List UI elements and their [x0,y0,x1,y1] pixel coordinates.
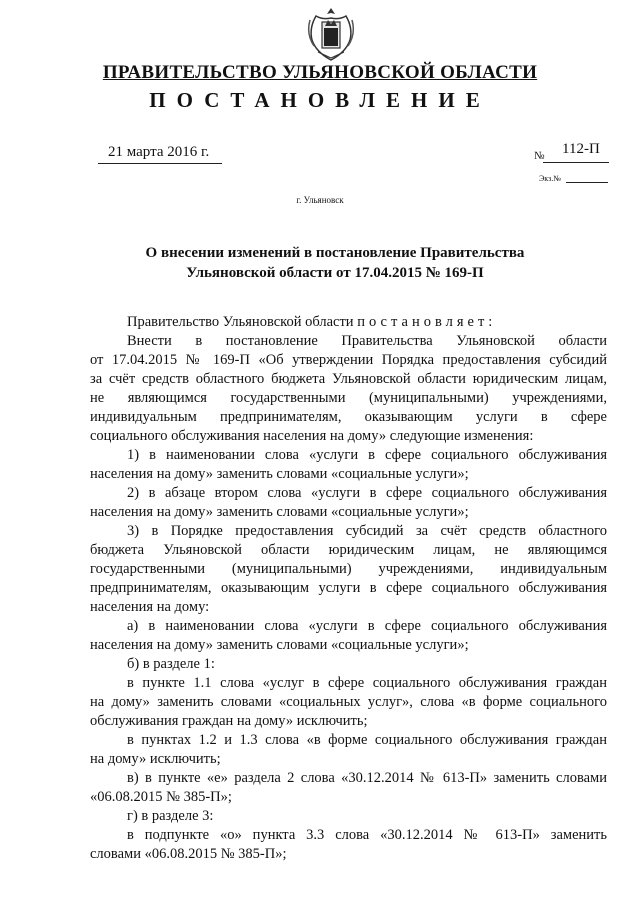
number-sign: № [534,150,545,162]
coat-of-arms-emblem [306,6,356,62]
body-line: от 17.04.2015 № 169-П «Об утверждении Порядка предоставления субсидий [90,352,607,368]
city-name: г. Ульяновск [296,195,344,205]
intro-text: Правительство Ульяновской области [127,314,358,330]
copy-number-label: Экз.№ [539,174,561,183]
body-line: 2) в абзаце втором слова «услуги в сфере социального обслуживания [127,485,607,501]
body-line: бюджета Ульяновской области юридическим лицам, не являющимся [90,542,607,558]
body-line: населения на дому: [90,599,210,615]
document-body [90,313,607,864]
number-underline [543,162,609,163]
copy-number-underline [566,182,608,183]
body-line: в подпункте «о» пункта 3.3 слова «30.12.2014 № 613-П» заменить [127,827,607,843]
body-line: словами «06.08.2015 № 385-П»; [90,846,287,862]
body-line: за счёт средств областного бюджета Ульяновской области юридическим лицам, [90,371,607,387]
body-line: индивидуальным предпринимателям, оказывающим услуги в сфере [90,409,607,425]
body-line: в) в пункте «е» раздела 2 слова «30.12.2014 № 613-П» заменить словами [127,770,607,786]
body-line: населения на дому» заменить словами «социальные услуги»; [90,637,469,653]
document-date: 21 марта 2016 г. [108,144,210,160]
document-title [100,243,570,283]
body-line: б) в разделе 1: [127,656,215,672]
body-line: а) в наименовании слова «услуги в сфере социального обслуживания [127,618,607,634]
intro-line [90,313,607,332]
body-line: в пунктах 1.2 и 1.3 слова «в форме социального обслуживания граждан [127,732,607,748]
body-line: социального обслуживания населения на дому» следующие изменения: [90,428,534,444]
body-line: населения на дому» заменить словами «социальные услуги»; [90,504,469,520]
body-line: населения на дому» заменить словами «социальные услуги»; [90,466,469,482]
body-line: не являющимся государственными (муниципальными) учреждениями, [90,390,607,406]
body-line: обслуживания граждан на дому» исключить; [90,713,368,729]
intro-decree-word: постановляет: [357,314,497,330]
body-line: государственными (муниципальными) учреждениями, индивидуальным [90,561,607,577]
body-line: на дому» заменить словами «социальных услуг», слова «в форме социального [90,694,607,710]
government-name: ПРАВИТЕЛЬСТВО УЛЬЯНОВСКОЙ ОБЛАСТИ [102,62,538,83]
body-line: Внести в постановление Правительства Ульяновской области [127,333,607,349]
body-line: на дому» исключить; [90,751,221,767]
document-number: 112-П [562,141,600,157]
date-underline [98,163,222,164]
body-line: в пункте 1.1 слова «услуг в сфере социального обслуживания граждан [127,675,607,691]
body-line: «06.08.2015 № 385-П»; [90,789,232,805]
body-line: 3) в Порядке предоставления субсидий за счёт средств областного [127,523,607,539]
title-line: Ульяновской области от 17.04.2015 № 169-П [186,265,484,281]
document-type: ПОСТАНОВЛЕНИЕ [149,88,491,112]
title-line: О внесении изменений в постановление Правительства [145,245,525,261]
body-line: 1) в наименовании слова «услуги в сфере социального обслуживания [127,447,607,463]
body-line: предпринимателям, оказывающим услуги в сфере социального обслуживания [90,580,607,596]
body-line: г) в разделе 3: [127,808,214,824]
